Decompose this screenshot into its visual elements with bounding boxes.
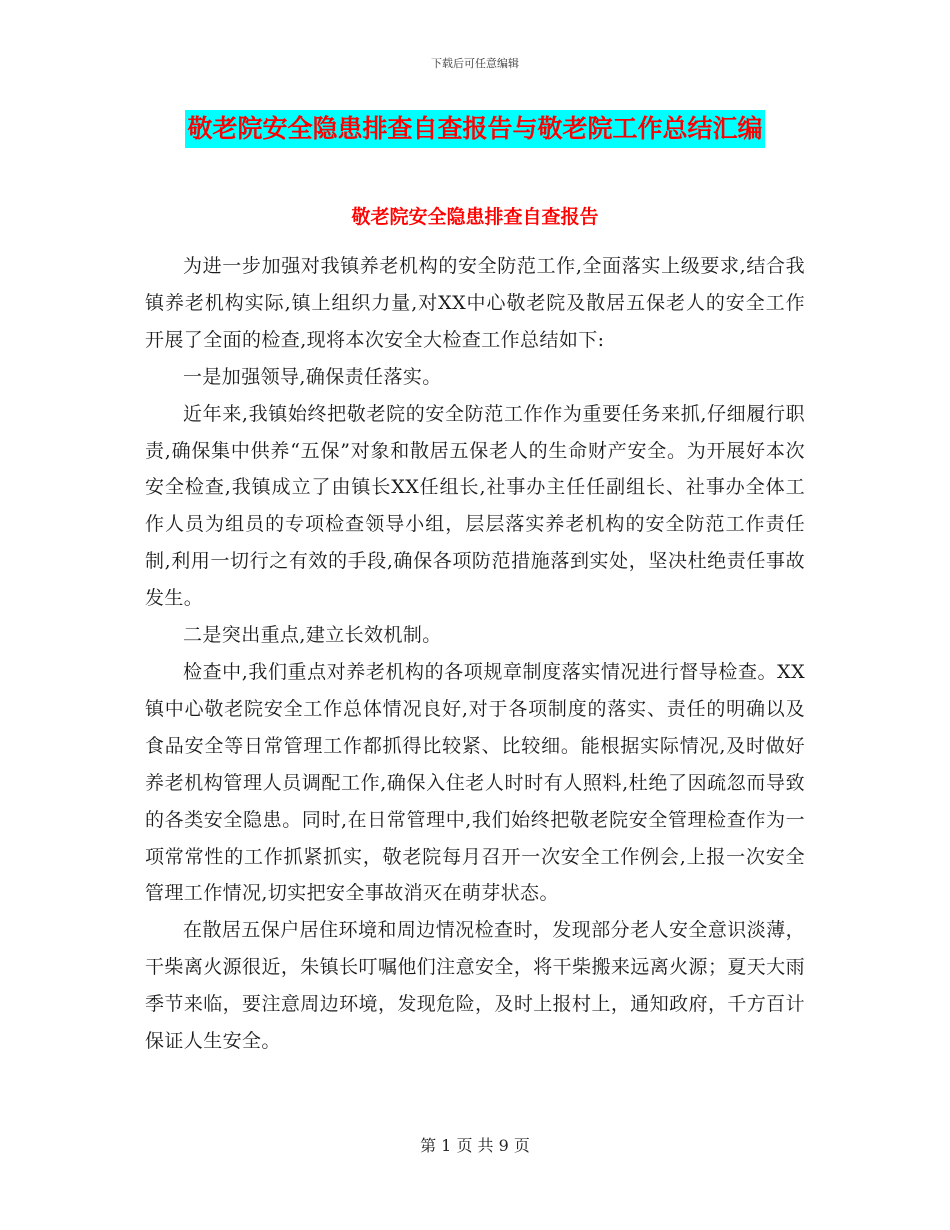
paragraph-scattered-households: 在散居五保户居住环境和周边情况检查时，发现部分老人安全意识淡薄，干柴离火源很近，朱镇长叮嘱他们注意安全，将干柴搬来远离火源；夏天大雨季节来临，要注意周边环境，发现危险，及时上报村上，通知政府，千方百计保证人生安全。 — [145, 919, 805, 1053]
paragraph-heading-2: 二是突出重点,建立长效机制。 — [183, 624, 442, 647]
body-text — [145, 248, 805, 1060]
page-footer: 第 1 页 共 9 页 — [420, 1136, 530, 1155]
paragraph-heading-1: 一是加强领导,确保责任落实。 — [183, 365, 442, 388]
paragraph-leadership: 近年来,我镇始终把敬老院的安全防范工作作为重要任务来抓,仔细履行职责,确保集中供养“五保”对象和散居五保老人的生命财产安全。为开展好本次安全检查,我镇成立了由镇长XX任组长,社事办主任任副组长、社事办全体工作人员为组员的专项检查领导小组，层层落实养老机构的安全防范工作责任制,利用一切行之有效的手段,确保各项防范措施落到实处，坚决杜绝责任事故发生。 — [145, 402, 805, 610]
paragraph-inspection: 检查中,我们重点对养老机构的各项规章制度落实情况进行督导检查。XX镇中心敬老院安全工作总体情况良好,对于各项制度的落实、责任的明确以及食品安全等日常管理工作都抓得比较紧、比较细。能根据实际情况,及时做好养老机构管理人员调配工作,确保入住老人时时有人照料,杜绝了因疏忽而导致的各类安全隐患。同时,在日常管理中,我们始终把敬老院安全管理检查作为一项常常性的工作抓紧抓实，敬老院每月召开一次安全工作例会,上报一次安全管理工作情况,切实把安全事故消灭在萌芽状态。 — [145, 660, 805, 905]
main-title: 敬老院安全隐患排查自查报告与敬老院工作总结汇编 — [185, 110, 764, 148]
main-title-container — [0, 110, 950, 148]
paragraph-intro: 为进一步加强对我镇养老机构的安全防范工作,全面落实上级要求,结合我镇养老机构实际,镇上组织力量,对XX中心敬老院及散居五保老人的安全工作开展了全面的检查,现将本次安全大检查工作总结如下: — [145, 255, 805, 351]
header-note: 下载后可任意编辑 — [431, 57, 519, 70]
section-title: 敬老院安全隐患排查自查报告 — [351, 206, 599, 228]
